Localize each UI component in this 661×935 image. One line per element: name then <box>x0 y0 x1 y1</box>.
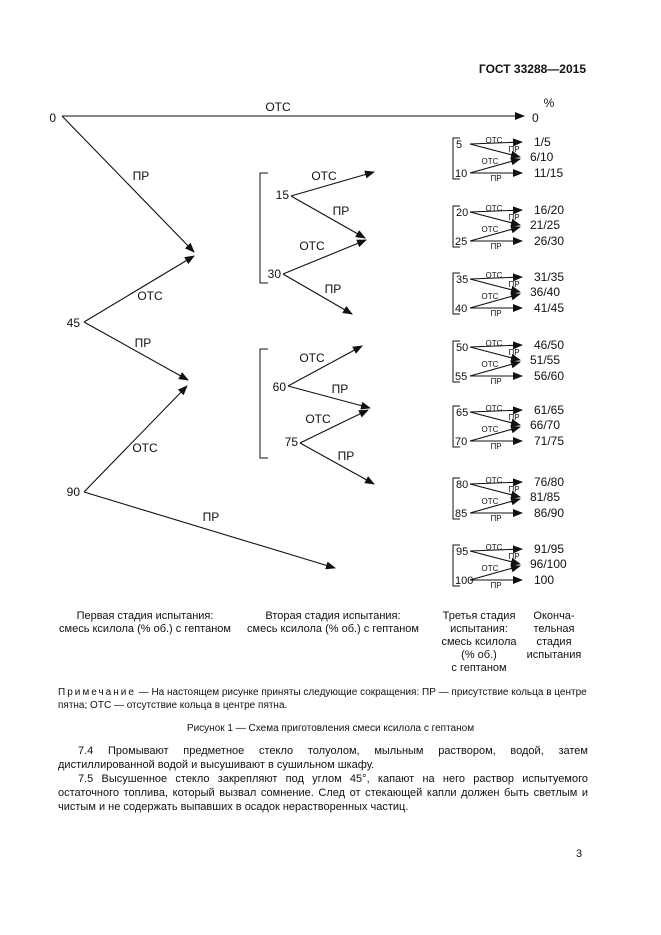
paragraph-7-4: 7.4 Промывают предметное стекло толуолом, мыльным раствором, водой, затем дистиллированной водой и высушивают в сушильном шкафу. <box>58 745 588 771</box>
pr-label: ПР <box>508 280 520 289</box>
pr-label: ПР <box>132 169 150 183</box>
ots-label: ОТС <box>485 271 503 280</box>
result-label: 6/10 <box>530 150 554 164</box>
pr-arrow <box>62 116 194 252</box>
pr-label: ПР <box>490 514 502 523</box>
ots-label: ОТС <box>265 100 291 114</box>
pr-arrow <box>288 386 370 408</box>
ots-label: ОТС <box>305 412 331 426</box>
stage4-caption-line: Оконча- <box>533 610 575 622</box>
note-text: — На настоящем рисунке приняты следующие сокращения: ПР — присутствие кольца в центре пятна; ОТС — отсутствие кольца в центре пятна. <box>58 687 587 711</box>
stage3-node-label: 100 <box>455 575 474 587</box>
pr-label: ПР <box>134 336 152 350</box>
stage3-node-label: 85 <box>455 508 468 520</box>
stage3-node-label: 65 <box>456 407 469 419</box>
ots-label: ОТС <box>299 239 325 253</box>
pr-arrow <box>84 322 188 380</box>
pr-label: ПР <box>331 382 349 396</box>
stage2-bracket <box>260 349 268 458</box>
figure-caption: Рисунок 1 — Схема приготовления смеси ксилола с гептаном <box>186 723 475 734</box>
stage2-node-label: 75 <box>284 435 298 449</box>
stage1-node-label: 45 <box>66 316 80 330</box>
result-label: 61/65 <box>534 403 565 417</box>
ots-label: ОТС <box>485 543 503 552</box>
ots-label: ОТС <box>481 225 499 234</box>
stage4-caption-line: испытания <box>526 649 582 661</box>
pr-label: ПР <box>490 377 502 386</box>
stage2-caption <box>238 610 428 636</box>
result-label: 76/80 <box>534 475 565 489</box>
ots-label: ОТС <box>481 425 499 434</box>
ots-label: ОТС <box>481 564 499 573</box>
page-number: 3 <box>576 848 583 860</box>
pr-arrow <box>84 492 335 568</box>
note-label: Примечание <box>58 687 136 698</box>
pr-label: ПР <box>490 309 502 318</box>
result-label: 1/5 <box>534 135 551 149</box>
result-label: 36/40 <box>530 285 561 299</box>
result-label: 11/15 <box>534 166 564 180</box>
ots-label: ОТС <box>481 157 499 166</box>
pr-label: ПР <box>508 552 520 561</box>
stage3-node-label: 70 <box>455 436 468 448</box>
stage3-node-label: 20 <box>456 207 469 219</box>
stage3-node-label: 40 <box>455 303 468 315</box>
figure-note <box>58 686 588 712</box>
pr-label: ПР <box>490 581 502 590</box>
stage3-node-label: 80 <box>456 479 469 491</box>
paragraph-7-5: 7.5 Высушенное стекло закрепляют под углом 45°, капают на него раствор испытуемого остаточного топлива, который вызвал сомнение. След от стекающей капли должен быть светлым и чистым и не содержать выпавших в осадок нерастворенных частиц. <box>58 773 588 813</box>
pr-label: ПР <box>324 282 342 296</box>
pr-label: ПР <box>332 204 350 218</box>
result-label: 56/60 <box>534 369 565 383</box>
stage4-caption <box>518 610 590 662</box>
ots-label: ОТС <box>485 339 503 348</box>
ots-label: ОТС <box>485 476 503 485</box>
result-label: 31/35 <box>534 270 565 284</box>
stage3-node-label: 25 <box>455 236 468 248</box>
stage3-node-label: 35 <box>456 274 469 286</box>
stage3-caption-line: испытания: <box>450 623 508 635</box>
pr-arrow <box>291 196 365 238</box>
ots-label: ОТС <box>485 204 503 213</box>
stage3-node-label: 55 <box>455 371 468 383</box>
stage1-caption-line: смесь ксилола (% об.) с гептаном <box>59 623 231 635</box>
ots-label: ОТС <box>311 169 337 183</box>
result-label: 46/50 <box>534 338 565 352</box>
stage2-caption-line: Вторая стадия испытания: <box>265 610 401 622</box>
result-label: 100 <box>534 573 555 587</box>
stage1-node-label: 90 <box>66 485 80 499</box>
pr-label: ПР <box>508 348 520 357</box>
result-label: 0 <box>532 111 539 125</box>
pr-arrow <box>283 274 352 314</box>
result-label: 86/90 <box>534 506 565 520</box>
stage3-caption <box>433 610 525 675</box>
stage3-caption-line: смесь ксилола <box>441 636 517 648</box>
ots-label: ОТС <box>481 497 499 506</box>
result-label: 16/20 <box>534 203 565 217</box>
pr-label: ПР <box>490 242 502 251</box>
ots-label: ОТС <box>485 404 503 413</box>
pr-label: ПР <box>337 449 355 463</box>
result-label: 66/70 <box>530 418 561 432</box>
ots-label: ОТС <box>137 289 163 303</box>
stage3-caption-line: с гептаном <box>451 662 507 674</box>
ots-label: ОТС <box>481 292 499 301</box>
stage4-caption-line: тельная <box>533 623 575 635</box>
pr-label: ПР <box>490 174 502 183</box>
stage2-node-label: 60 <box>272 380 286 394</box>
result-label: 21/25 <box>530 218 561 232</box>
pr-label: ПР <box>508 213 520 222</box>
stage1-node-label: 0 <box>49 111 56 125</box>
result-label: 91/95 <box>534 542 565 556</box>
ots-arrow <box>84 386 187 492</box>
stage1-caption-line: Первая стадия испытания: <box>76 610 214 622</box>
pr-label: ПР <box>202 510 220 524</box>
result-label: 51/55 <box>530 353 561 367</box>
stage3-node-label: 50 <box>456 342 469 354</box>
stage3-node-label: 5 <box>456 139 463 151</box>
stage3-node-label: 95 <box>456 546 469 558</box>
ots-label: ОТС <box>485 136 503 145</box>
ots-label: ОТС <box>481 360 499 369</box>
stage2-caption-line: смесь ксилола (% об.) с гептаном <box>247 623 419 635</box>
ots-label: ОТС <box>299 351 325 365</box>
stage3-caption-line: (% об.) <box>461 649 497 661</box>
stage1-caption <box>50 610 240 636</box>
percent-unit-label: % <box>543 96 555 110</box>
result-label: 41/45 <box>534 301 565 315</box>
result-label: 26/30 <box>534 234 565 248</box>
result-label: 81/85 <box>530 490 561 504</box>
stage3-node-label: 10 <box>455 168 468 180</box>
result-label: 96/100 <box>530 557 567 571</box>
stage2-node-label: 30 <box>267 267 281 281</box>
stage4-caption-line: стадия <box>536 636 572 648</box>
result-label: 71/75 <box>534 434 565 448</box>
pr-label: ПР <box>508 413 520 422</box>
ots-label: ОТС <box>132 441 158 455</box>
pr-label: ПР <box>508 145 520 154</box>
stage2-node-label: 15 <box>275 188 289 202</box>
pr-label: ПР <box>490 442 502 451</box>
standard-code: ГОСТ 33288—2015 <box>478 62 586 76</box>
pr-label: ПР <box>508 485 520 494</box>
stage3-caption-line: Третья стадия <box>442 610 516 622</box>
